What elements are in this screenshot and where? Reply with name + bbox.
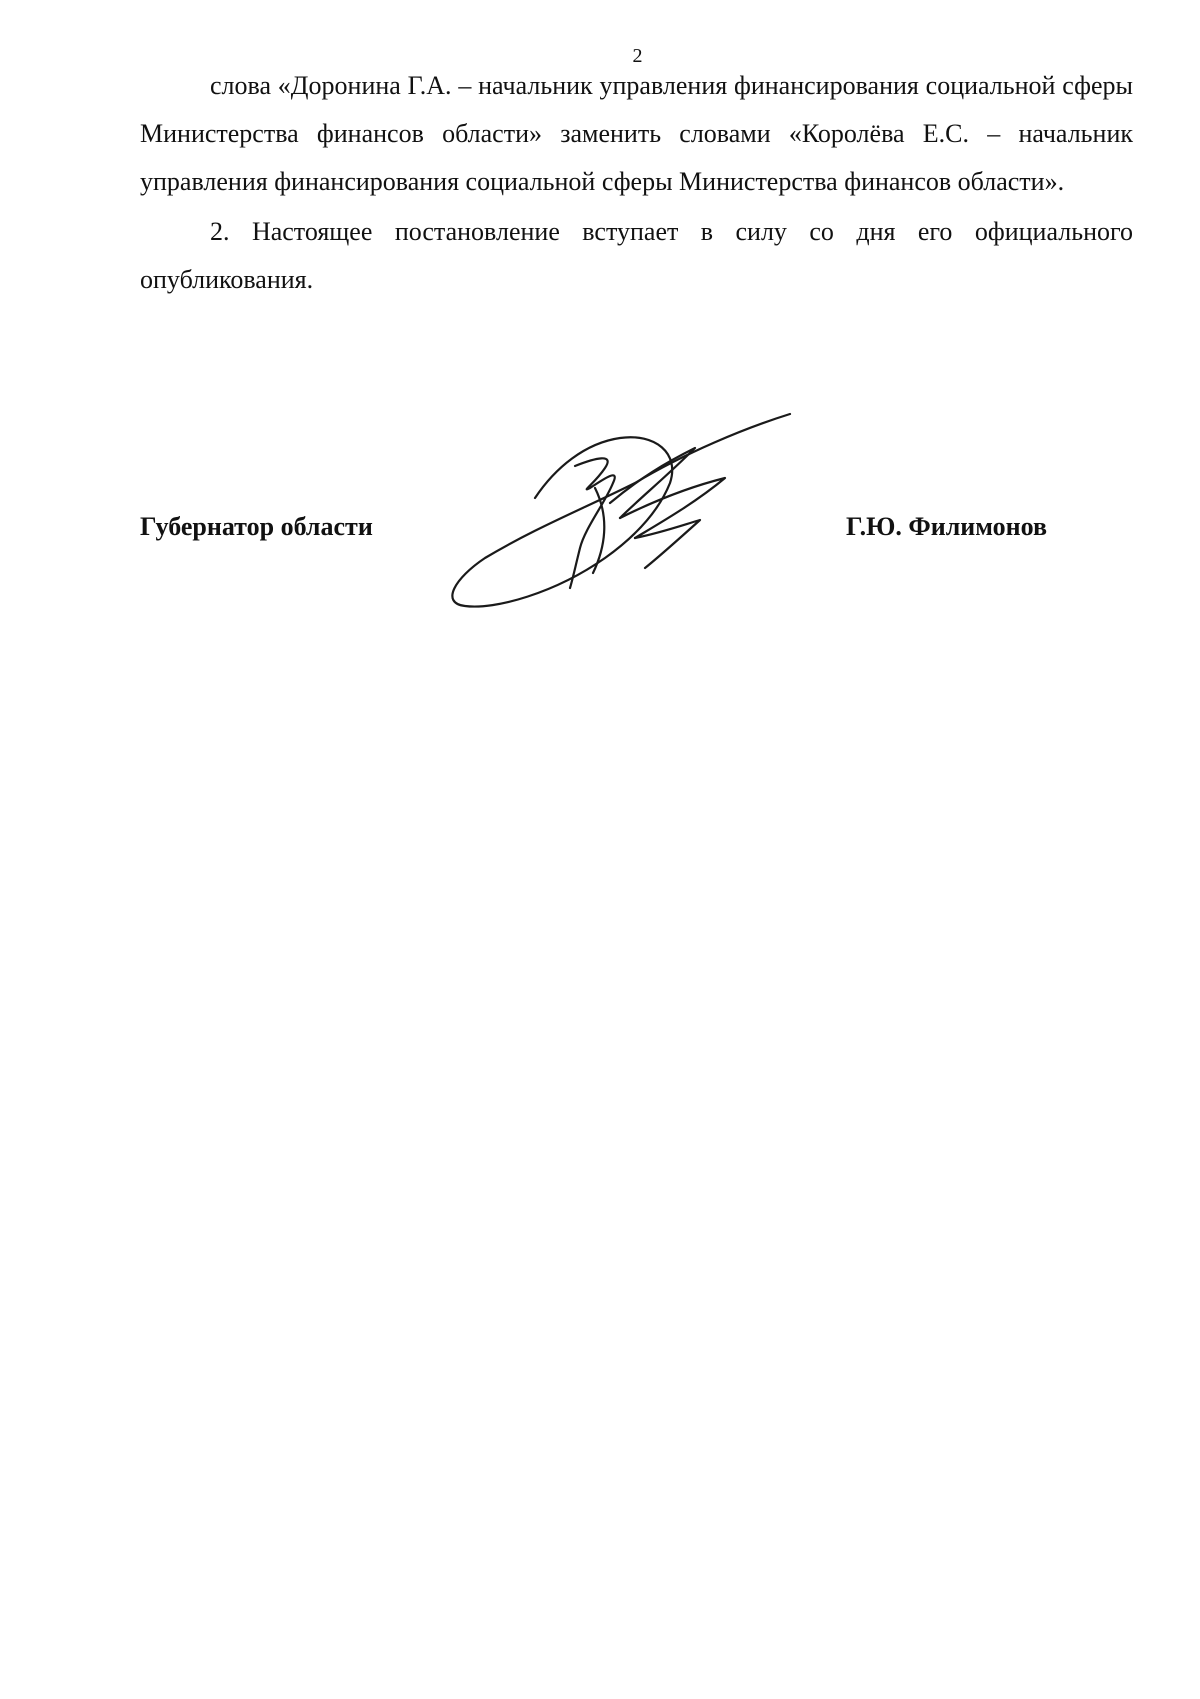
document-body	[140, 62, 1133, 304]
signatory-name: Г.Ю. Филимонов	[846, 512, 1048, 541]
paragraph-effective-date: 2. Настоящее постановление вступает в силу со дня его официального опубликования.	[140, 217, 1133, 294]
paragraph-replacement: слова «Доронина Г.А. – начальник управления финансирования социальной сферы Министерства финансов области» заменить словами «Королёва Е.С. – начальник управления финансирования социальной сферы Министерства финансов области».	[140, 71, 1133, 196]
signatory-title: Губернатор области	[140, 512, 373, 541]
handwritten-signature	[445, 408, 795, 618]
page-number: 2	[632, 45, 643, 67]
